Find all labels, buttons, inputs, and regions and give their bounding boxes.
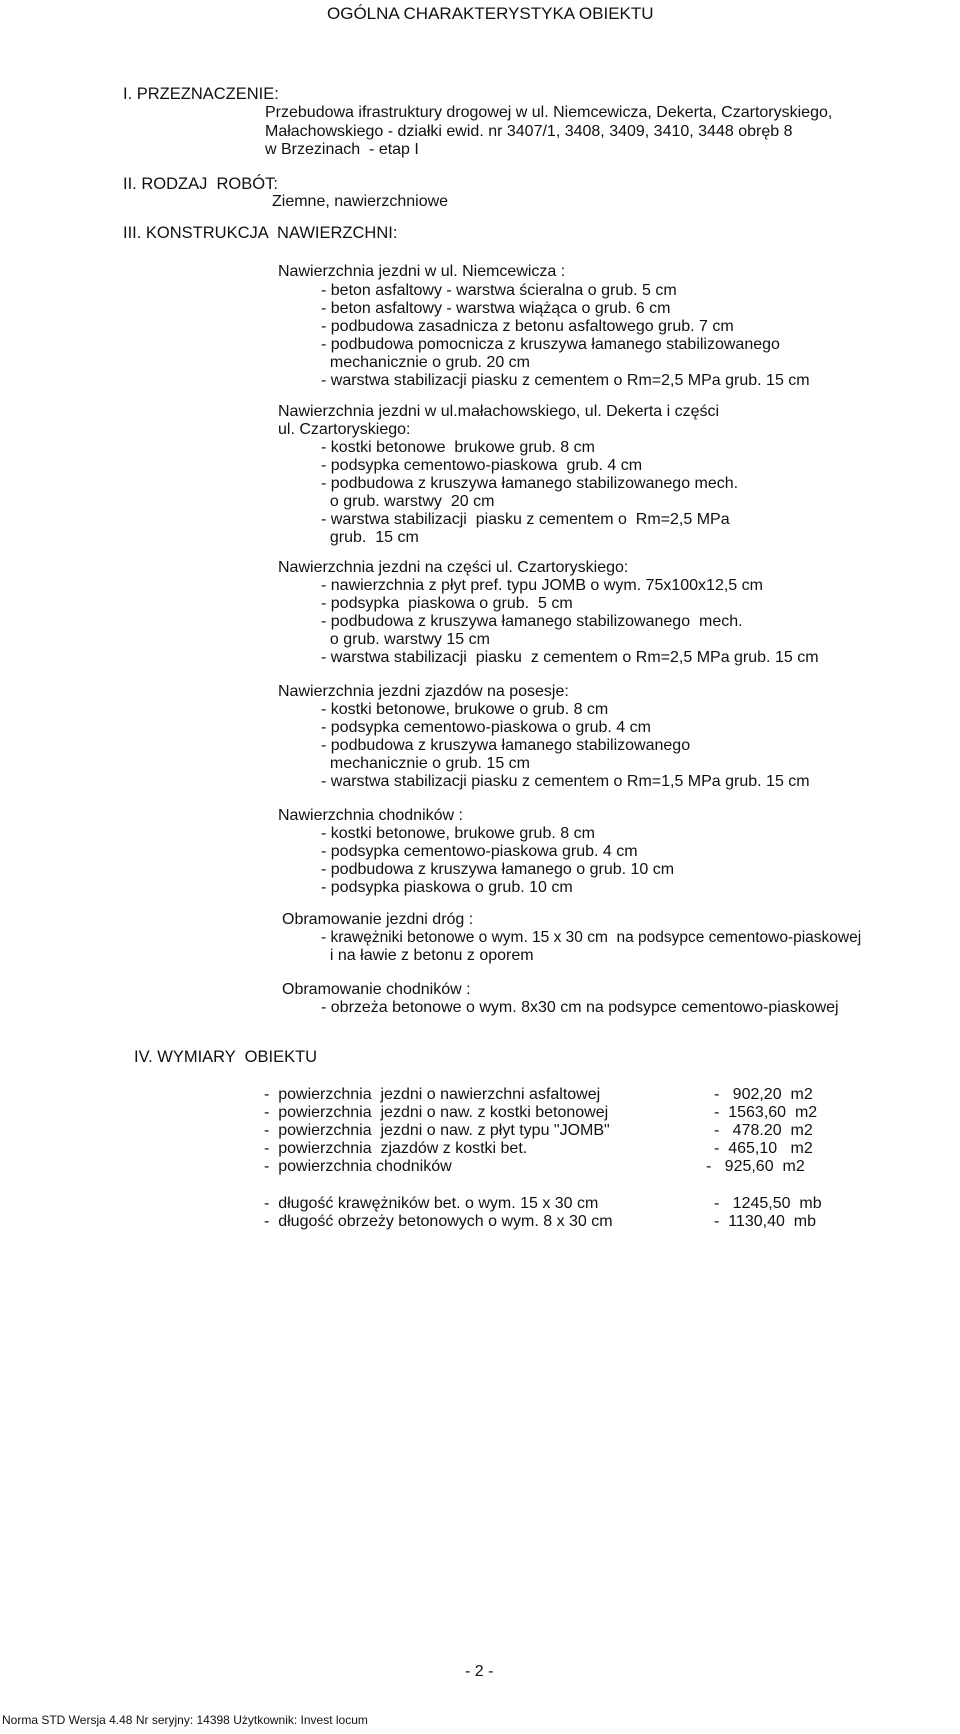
block-line: - podsypka cementowo-piaskowa grub. 4 cm <box>321 843 638 860</box>
section-heading-rodzaj-robot: II. RODZAJ ROBÓT: <box>123 175 278 193</box>
dimension-value: - 1130,40 mb <box>714 1213 816 1230</box>
block-line: - warstwa stabilizacji piasku z cementem o Rm=2,5 MPa <box>321 511 730 528</box>
dimension-label: - powierzchnia jezdni o naw. z płyt typu "JOMB" <box>264 1122 610 1139</box>
dimension-label: - powierzchnia zjazdów z kostki bet. <box>264 1140 528 1157</box>
section-heading-przeznaczenie: I. PRZEZNACZENIE: <box>123 85 279 103</box>
przeznaczenie-line: Małachowskiego - działki ewid. nr 3407/1, 3408, 3409, 3410, 3448 obręb 8 <box>265 123 793 140</box>
block-line: - podbudowa z kruszywa łamanego o grub. 10 cm <box>321 861 675 878</box>
block-line: mechanicznie o grub. 20 cm <box>321 354 530 371</box>
block-title-obramowanie-jezdni: Obramowanie jezdni dróg : <box>282 911 474 928</box>
block-title-malachowskiego: Nawierzchnia jezdni w ul.małachowskiego, ul. Dekerta i części <box>278 403 720 420</box>
section-heading-wymiary: IV. WYMIARY OBIEKTU <box>134 1048 318 1066</box>
block-line: - podbudowa z kruszywa łamanego stabilizowanego <box>321 737 691 754</box>
dimension-value: - 465,10 m2 <box>714 1140 813 1157</box>
dimension-label: - powierzchnia jezdni o nawierzchni asfaltowej <box>264 1086 601 1103</box>
dimension-label: - powierzchnia chodników <box>264 1158 452 1175</box>
block-line: o grub. warstwy 15 cm <box>321 631 490 648</box>
block-title-malachowskiego-cont: ul. Czartoryskiego: <box>278 421 411 438</box>
block-line: o grub. warstwy 20 cm <box>321 493 495 510</box>
block-line: - kostki betonowe, brukowe grub. 8 cm <box>321 825 595 842</box>
block-line: - podsypka cementowo-piaskowa grub. 4 cm <box>321 457 643 474</box>
block-line: - kostki betonowe, brukowe o grub. 8 cm <box>321 701 609 718</box>
block-line: - beton asfaltowy - warstwa ścieralna o grub. 5 cm <box>321 282 677 299</box>
section-heading-konstrukcja: III. KONSTRUKCJA NAWIERZCHNI: <box>123 224 398 242</box>
block-title-niemcewicza: Nawierzchnia jezdni w ul. Niemcewicza : <box>278 263 566 280</box>
block-line: - krawężniki betonowe o wym. 15 x 30 cm na podsypce cementowo-piaskowej <box>321 929 862 946</box>
dimension-value: - 478.20 m2 <box>714 1122 813 1139</box>
dimension-value: - 1563,60 m2 <box>714 1104 818 1121</box>
block-line: - warstwa stabilizacji piasku z cementem o Rm=2,5 MPa grub. 15 cm <box>321 372 810 389</box>
block-line: - podbudowa z kruszywa łamanego stabilizowanego mech. <box>321 613 743 630</box>
dimension-value: - 902,20 m2 <box>714 1086 813 1103</box>
block-line: - obrzeża betonowe o wym. 8x30 cm na podsypce cementowo-piaskowej <box>321 999 839 1016</box>
przeznaczenie-line: Przebudowa ifrastruktury drogowej w ul. Niemcewicza, Dekerta, Czartoryskiego, <box>265 104 833 121</box>
block-line: i na ławie z betonu z oporem <box>321 947 534 964</box>
przeznaczenie-line: w Brzezinach - etap I <box>265 141 419 158</box>
block-line: - podsypka piaskowa o grub. 10 cm <box>321 879 573 896</box>
document-title: OGÓLNA CHARAKTERYSTYKA OBIEKTU <box>327 4 654 23</box>
block-title-zjazdy: Nawierzchnia jezdni zjazdów na posesje: <box>278 683 569 700</box>
dimension-label: - długość krawężników bet. o wym. 15 x 30 cm <box>264 1195 599 1212</box>
block-title-chodniki: Nawierzchnia chodników : <box>278 807 463 824</box>
block-line: - nawierzchnia z płyt pref. typu JOMB o wym. 75x100x12,5 cm <box>321 577 763 594</box>
dimension-label: - powierzchnia jezdni o naw. z kostki betonowej <box>264 1104 609 1121</box>
block-line: - beton asfaltowy - warstwa wiążąca o grub. 6 cm <box>321 300 671 317</box>
block-line: - kostki betonowe brukowe grub. 8 cm <box>321 439 595 456</box>
block-line: - podbudowa z kruszywa łamanego stabilizowanego mech. <box>321 475 739 492</box>
page-number: - 2 - <box>465 1663 494 1680</box>
block-line: - warstwa stabilizacji piasku z cementem o Rm=2,5 MPa grub. 15 cm <box>321 649 819 666</box>
block-line: - podbudowa pomocnicza z kruszywa łamanego stabilizowanego <box>321 336 780 353</box>
block-line: - warstwa stabilizacji piasku z cementem o Rm=1,5 MPa grub. 15 cm <box>321 773 810 790</box>
block-line: - podbudowa zasadnicza z betonu asfaltowego grub. 7 cm <box>321 318 734 335</box>
block-line: - podsypka cementowo-piaskowa o grub. 4 cm <box>321 719 651 736</box>
block-title-czartoryskiego: Nawierzchnia jezdni na części ul. Czartoryskiego: <box>278 559 629 576</box>
dimension-value: - 1245,50 mb <box>714 1195 822 1212</box>
block-title-obramowanie-chodnikow: Obramowanie chodników : <box>282 981 471 998</box>
footer-text: Norma STD Wersja 4.48 Nr seryjny: 14398 Użytkownik: Invest locum <box>2 1713 368 1727</box>
block-line: - podsypka piaskowa o grub. 5 cm <box>321 595 573 612</box>
block-line: mechanicznie o grub. 15 cm <box>321 755 530 772</box>
rodzaj-robot-value: Ziemne, nawierzchniowe <box>272 193 449 210</box>
dimension-label: - długość obrzeży betonowych o wym. 8 x 30 cm <box>264 1213 613 1230</box>
block-line: grub. 15 cm <box>321 529 419 546</box>
dimension-value: - 925,60 m2 <box>706 1158 805 1175</box>
